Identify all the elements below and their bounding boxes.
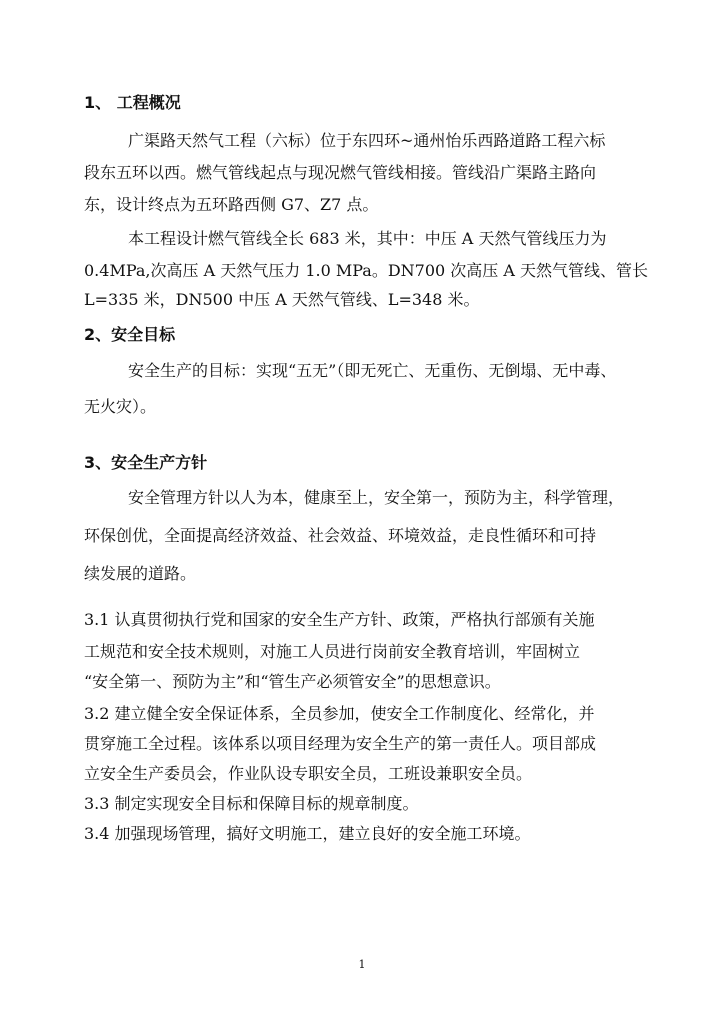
section-1-line-1: 广渠路天然气工程（六标）位于东四环~通州怡乐西路道路工程六标 xyxy=(128,131,606,150)
section-3-1-line-3: “安全第一、预防为主”和“管生产必须管安全”的思想意识。 xyxy=(84,672,501,691)
section-3-1-line-1: 3.1 认真贯彻执行党和国家的安全生产方针、政策，严格执行部颁有关施 xyxy=(84,610,595,629)
section-3-2-line-1: 3.2 建立健全安全保证体系，全员参加，使安全工作制度化、经常化，并 xyxy=(84,704,595,723)
page-number: 1 xyxy=(358,958,366,971)
section-2-line-2: 无火灾）。 xyxy=(84,397,157,416)
section-1-heading: 1、 工程概况 xyxy=(84,93,181,112)
section-3-3-line-1: 3.3 制定实现安全目标和保障目标的规章制度。 xyxy=(84,794,419,813)
section-1-line-3: 东，设计终点为五环路西侧 G7、Z7 点。 xyxy=(84,195,379,214)
section-3-line-1: 安全管理方针以人为本，健康至上，安全第一，预防为主，科学管理， xyxy=(128,488,625,507)
section-3-line-2: 环保创优，全面提高经济效益、社会效益、环境效益，走良性循环和可持 xyxy=(84,526,597,545)
section-3-2-line-3: 立安全生产委员会，作业队设专职安全员，工班设兼职安全员。 xyxy=(84,764,533,783)
section-2-heading: 2、安全目标 xyxy=(84,325,176,344)
section-1-line-2: 段东五环以西。燃气管线起点与现况燃气管线相接。管线沿广渠路主路向 xyxy=(84,163,597,182)
section-3-4-line-1: 3.4 加强现场管理，搞好文明施工，建立良好的安全施工环境。 xyxy=(84,824,531,843)
section-3-line-3: 续发展的道路。 xyxy=(84,564,197,583)
section-3-2-line-2: 贯穿施工全过程。该体系以项目经理为安全生产的第一责任人。项目部成 xyxy=(84,734,597,753)
section-1-line-5: 0.4MPa,次高压 A 天然气压力 1.0 MPa。DN700 次高压 A 天然气管线、管长 xyxy=(84,261,648,280)
section-2-line-1: 安全生产的目标：实现“五无”（即无死亡、无重伤、无倒塌、无中毒、 xyxy=(128,361,617,380)
section-3-heading: 3、安全生产方针 xyxy=(84,453,208,472)
section-1-line-6: L=335 米，DN500 中压 A 天然气管线、L=348 米。 xyxy=(84,290,480,309)
section-3-1-line-2: 工规范和安全技术规则，对施工人员进行岗前安全教育培训，牢固树立 xyxy=(84,642,581,661)
section-1-line-4: 本工程设计燃气管线全长 683 米，其中：中压 A 天然气管线压力为 xyxy=(128,229,607,248)
